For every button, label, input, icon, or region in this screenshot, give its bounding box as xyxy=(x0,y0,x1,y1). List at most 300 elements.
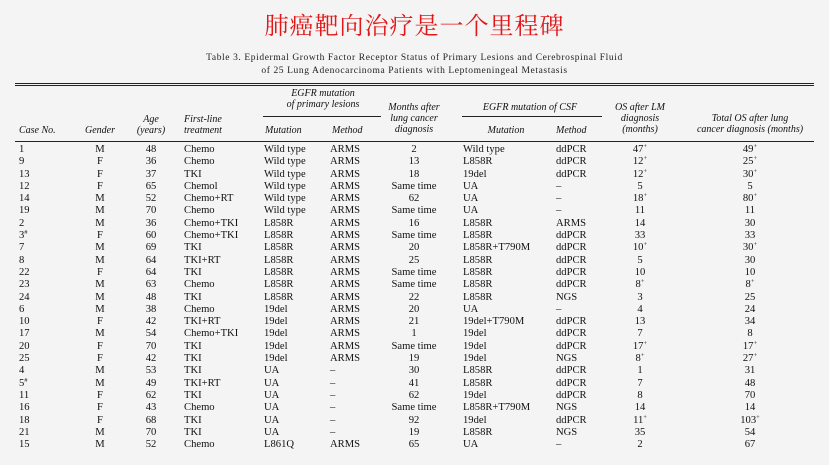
cell-months: Same time xyxy=(391,279,437,291)
cell-primary-mutation: L858R xyxy=(264,291,294,303)
cell-gender: M xyxy=(95,328,105,340)
header-age-2: (years) xyxy=(136,125,166,136)
cell-gender: F xyxy=(97,353,103,365)
cell-primary-method: ARMS xyxy=(330,242,361,254)
cell-treatment: TKI xyxy=(184,242,202,254)
cell-csf-mutation: L858R xyxy=(463,266,493,278)
table-row xyxy=(0,390,829,402)
cell-primary-method: ARMS xyxy=(330,156,361,168)
cell-treatment: Chemo+TKI xyxy=(184,217,239,229)
cell-csf-method: ddPCR xyxy=(556,377,587,389)
cell-os-lm: 47+ xyxy=(632,143,648,155)
cell-treatment: TKI xyxy=(184,353,202,365)
cell-csf-mutation: L858R xyxy=(463,230,493,242)
cell-gender: M xyxy=(95,279,105,291)
cell-primary-mutation: 19del xyxy=(264,316,288,328)
header-csf-mutation: Mutation xyxy=(487,125,525,136)
cell-primary-mutation: 19del xyxy=(264,303,288,315)
cell-os-lm: 33 xyxy=(634,230,646,242)
cell-months: Same time xyxy=(391,230,437,242)
cell-months: 2 xyxy=(411,144,417,155)
cell-primary-mutation: L858R xyxy=(264,230,294,242)
cell-months: 62 xyxy=(408,389,420,401)
cell-primary-method: ARMS xyxy=(330,230,361,242)
cell-os-lm: 3 xyxy=(637,291,643,303)
cell-csf-method: ddPCR xyxy=(556,242,587,254)
cell-months: 92 xyxy=(408,414,420,426)
header-csf-method: Method xyxy=(556,125,587,136)
cell-csf-mutation: L858R+T790M xyxy=(463,402,531,414)
slide-title: 肺癌靶向治疗是一个里程碑 xyxy=(264,12,565,40)
cell-total-os: 70 xyxy=(744,389,756,401)
cell-gender: M xyxy=(95,365,105,377)
cell-case-no: 14 xyxy=(19,193,30,205)
cell-case-no: 8 xyxy=(19,254,25,266)
cell-case-no: 12 xyxy=(19,180,30,192)
cell-csf-mutation: 19del xyxy=(463,353,487,365)
cell-gender: F xyxy=(97,340,103,352)
cell-total-os: 25+ xyxy=(742,155,758,168)
cell-csf-mutation: L858R xyxy=(463,254,493,266)
cell-total-os: 5 xyxy=(747,180,753,192)
cell-os-lm: 12+ xyxy=(632,167,648,180)
cell-age: 48 xyxy=(145,144,157,155)
header-months-3: diagnosis xyxy=(394,124,434,135)
cell-case-no: 16 xyxy=(19,402,30,414)
cell-age: 70 xyxy=(145,426,157,438)
cell-total-os: 30+ xyxy=(742,167,758,180)
cell-primary-mutation: Wild type xyxy=(264,180,306,192)
cell-csf-mutation: L858R xyxy=(463,426,493,438)
cell-gender: F xyxy=(97,180,103,192)
cell-treatment: TKI xyxy=(184,389,202,401)
header-treatment-2: treatment xyxy=(184,125,222,136)
table-row xyxy=(0,205,829,217)
cell-primary-mutation: Wild type xyxy=(264,193,306,205)
cell-csf-method: ddPCR xyxy=(556,144,587,155)
cell-gender: M xyxy=(95,426,105,438)
cell-case-no: 10 xyxy=(19,316,30,328)
header-case-no: Case No. xyxy=(19,125,56,136)
cell-csf-method: ARMS xyxy=(556,217,587,229)
cell-csf-mutation: L858R xyxy=(463,377,493,389)
cell-csf-mutation: L858R xyxy=(463,156,493,168)
table-row xyxy=(0,181,829,193)
cell-primary-mutation: UA xyxy=(264,365,280,377)
table-row xyxy=(0,304,829,316)
cell-treatment: Chemo xyxy=(184,205,215,217)
cell-csf-method: ddPCR xyxy=(556,414,587,426)
cell-csf-mutation: L858R xyxy=(463,279,493,291)
cell-os-lm: 8+ xyxy=(635,278,645,291)
cell-treatment: TKI xyxy=(184,426,202,438)
cell-csf-mutation: UA xyxy=(463,193,479,205)
cell-csf-method: NGS xyxy=(556,353,578,365)
table-row xyxy=(0,378,829,390)
header-gender: Gender xyxy=(85,125,115,136)
cell-os-lm: 8 xyxy=(637,389,643,401)
cell-months: 25 xyxy=(408,254,420,266)
table-row xyxy=(0,415,829,427)
cell-age: 53 xyxy=(145,365,157,377)
cell-months: 18 xyxy=(408,168,420,180)
cell-csf-mutation: UA xyxy=(463,180,479,192)
cell-total-os: 17+ xyxy=(742,339,758,352)
cell-csf-mutation: UA xyxy=(463,303,479,315)
cell-primary-method: – xyxy=(330,389,336,401)
cell-total-os: 24 xyxy=(744,303,756,315)
cell-treatment: Chemo xyxy=(184,402,215,414)
cell-case-no: 3# xyxy=(19,229,28,242)
cell-case-no: 15 xyxy=(19,439,30,451)
cell-primary-method: – xyxy=(330,402,336,414)
cell-primary-mutation: Wild type xyxy=(264,156,306,168)
cell-primary-method: ARMS xyxy=(330,316,361,328)
cell-csf-mutation: 19del xyxy=(463,340,487,352)
cell-case-no: 5# xyxy=(19,376,28,389)
cell-gender: M xyxy=(95,291,105,303)
table-row xyxy=(0,242,829,254)
table-row xyxy=(0,402,829,414)
cell-age: 69 xyxy=(145,242,157,254)
cell-primary-method: ARMS xyxy=(330,279,361,291)
header-primary-group-1: EGFR mutation xyxy=(291,88,355,99)
cell-gender: M xyxy=(95,439,105,451)
cell-months: 22 xyxy=(408,291,420,303)
cell-csf-mutation: 19del xyxy=(463,389,487,401)
table-row xyxy=(0,316,829,328)
cell-months: Same time xyxy=(391,205,437,217)
cell-os-lm: 4 xyxy=(637,303,643,315)
table-row xyxy=(0,267,829,279)
table-row xyxy=(0,193,829,205)
header-months-2: lung cancer xyxy=(390,113,438,124)
cell-csf-method: ddPCR xyxy=(556,279,587,291)
cell-primary-method: ARMS xyxy=(330,266,361,278)
cell-age: 36 xyxy=(145,156,157,168)
cell-age: 64 xyxy=(145,254,157,266)
cell-treatment: Chemol xyxy=(184,180,218,192)
table-row xyxy=(0,292,829,304)
table-row xyxy=(0,156,829,168)
cell-os-lm: 10+ xyxy=(632,241,648,254)
header-total-2: cancer diagnosis (months) xyxy=(696,124,804,135)
table-body xyxy=(0,144,829,451)
cell-case-no: 23 xyxy=(19,279,30,291)
cell-primary-mutation: UA xyxy=(264,402,280,414)
cell-csf-mutation: L858R xyxy=(463,365,493,377)
cell-age: 65 xyxy=(145,180,157,192)
cell-gender: F xyxy=(97,230,103,242)
cell-case-no: 20 xyxy=(19,340,30,352)
cell-months: Same time xyxy=(391,340,437,352)
cell-case-no: 18 xyxy=(19,414,30,426)
cell-csf-method: – xyxy=(556,180,562,192)
cell-gender: M xyxy=(95,254,105,266)
cell-primary-mutation: 19del xyxy=(264,353,288,365)
table-row xyxy=(0,365,829,377)
table-caption-line1: Table 3. Epidermal Growth Factor Receptor Status of Primary Lesions and Cerebrospinal Fluid xyxy=(206,53,623,63)
cell-gender: F xyxy=(97,266,103,278)
cell-months: 16 xyxy=(408,217,420,229)
cell-primary-mutation: 19del xyxy=(264,340,288,352)
cell-os-lm: 13 xyxy=(634,316,646,328)
table-row xyxy=(0,230,829,242)
cell-csf-method: – xyxy=(556,193,562,205)
cell-primary-method: ARMS xyxy=(330,193,361,205)
cell-csf-mutation: UA xyxy=(463,439,479,451)
cell-os-lm: 11 xyxy=(634,205,646,217)
cell-months: 20 xyxy=(408,303,420,315)
cell-months: 1 xyxy=(411,328,417,340)
cell-age: 70 xyxy=(145,340,157,352)
cell-csf-method: NGS xyxy=(556,426,578,438)
cell-gender: M xyxy=(95,303,105,315)
cell-os-lm: 11+ xyxy=(633,413,647,426)
cell-gender: F xyxy=(97,414,103,426)
cell-treatment: TKI xyxy=(184,365,202,377)
cell-primary-mutation: Wild type xyxy=(264,168,306,180)
table-header xyxy=(0,85,829,143)
cell-case-no: 1 xyxy=(19,144,25,155)
header-os-2: diagnosis xyxy=(620,113,660,124)
cell-os-lm: 2 xyxy=(637,439,643,451)
cell-treatment: Chemo xyxy=(184,144,215,155)
cell-primary-mutation: 19del xyxy=(264,328,288,340)
cell-os-lm: 12+ xyxy=(632,155,648,168)
table-row xyxy=(0,279,829,291)
cell-case-no: 19 xyxy=(19,205,30,217)
cell-total-os: 54 xyxy=(744,426,756,438)
cell-gender: F xyxy=(97,402,103,414)
cell-age: 68 xyxy=(145,414,157,426)
cell-total-os: 8 xyxy=(747,328,753,340)
cell-months: 20 xyxy=(408,242,420,254)
cell-months: 21 xyxy=(408,316,420,328)
table-row xyxy=(0,353,829,365)
cell-total-os: 49+ xyxy=(742,143,758,155)
cell-primary-method: ARMS xyxy=(330,217,361,229)
cell-primary-mutation: L858R xyxy=(264,254,294,266)
cell-csf-mutation: L858R xyxy=(463,291,493,303)
cell-treatment: TKI+RT xyxy=(184,254,221,266)
cell-treatment: TKI xyxy=(184,266,202,278)
table-top-rule xyxy=(15,83,814,84)
cell-age: 52 xyxy=(145,193,157,205)
cell-age: 42 xyxy=(145,353,157,365)
cell-os-lm: 1 xyxy=(637,365,643,377)
cell-total-os: 33 xyxy=(744,230,756,242)
cell-primary-mutation: L861Q xyxy=(264,439,295,451)
cell-case-no: 9 xyxy=(19,156,25,168)
cell-primary-method: – xyxy=(330,365,336,377)
cell-total-os: 80+ xyxy=(742,192,758,205)
cell-age: 64 xyxy=(145,266,157,278)
cell-total-os: 25 xyxy=(744,291,756,303)
cell-treatment: TKI xyxy=(184,291,202,303)
cell-primary-method: ARMS xyxy=(330,328,361,340)
cell-primary-method: ARMS xyxy=(330,303,361,315)
cell-csf-mutation: 19del+T790M xyxy=(463,316,525,328)
header-csf-group: EGFR mutation of CSF xyxy=(482,102,578,113)
cell-csf-mutation: UA xyxy=(463,205,479,217)
cell-csf-method: – xyxy=(556,439,562,451)
header-os-3: (months) xyxy=(622,124,658,135)
table-row xyxy=(0,341,829,353)
cell-csf-method: NGS xyxy=(556,291,578,303)
cell-primary-method: ARMS xyxy=(330,439,361,451)
cell-csf-mutation: 19del xyxy=(463,168,487,180)
cell-age: 37 xyxy=(145,168,157,180)
header-method: Method xyxy=(332,125,363,136)
cell-treatment: Chemo+RT xyxy=(184,193,234,205)
cell-treatment: TKI xyxy=(184,414,202,426)
cell-treatment: Chemo+TKI xyxy=(184,230,239,242)
cell-months: 65 xyxy=(408,439,420,451)
cell-total-os: 34 xyxy=(744,316,756,328)
cell-case-no: 13 xyxy=(19,168,30,180)
cell-case-no: 4 xyxy=(19,365,25,377)
cell-treatment: TKI xyxy=(184,340,202,352)
header-primary-group-2: of primary lesions xyxy=(286,99,360,110)
cell-age: 54 xyxy=(145,328,157,340)
cell-primary-mutation: UA xyxy=(264,389,280,401)
cell-age: 38 xyxy=(145,303,157,315)
header-mutation: Mutation xyxy=(265,125,302,136)
cell-primary-method: ARMS xyxy=(330,205,361,217)
cell-gender: F xyxy=(97,316,103,328)
header-treatment-1: First-line xyxy=(184,114,222,125)
cell-os-lm: 8+ xyxy=(635,352,645,365)
cell-total-os: 30 xyxy=(744,217,756,229)
cell-gender: F xyxy=(97,156,103,168)
cell-primary-method: ARMS xyxy=(330,254,361,266)
header-primary-subrule xyxy=(263,116,381,117)
cell-csf-method: ddPCR xyxy=(556,316,587,328)
cell-os-lm: 18+ xyxy=(632,192,648,205)
cell-csf-method: NGS xyxy=(556,402,578,414)
cell-gender: M xyxy=(95,377,105,389)
cell-case-no: 21 xyxy=(19,426,30,438)
cell-case-no: 7 xyxy=(19,242,25,254)
cell-primary-mutation: UA xyxy=(264,377,280,389)
cell-case-no: 6 xyxy=(19,303,25,315)
cell-os-lm: 5 xyxy=(637,180,643,192)
header-age-1: Age xyxy=(143,114,159,125)
cell-csf-method: ddPCR xyxy=(556,340,587,352)
cell-csf-method: ddPCR xyxy=(556,254,587,266)
cell-csf-mutation: 19del xyxy=(463,328,487,340)
cell-treatment: Chemo xyxy=(184,156,215,168)
cell-months: 62 xyxy=(408,193,420,205)
header-csf-subrule xyxy=(462,116,602,117)
cell-total-os: 30+ xyxy=(742,241,758,254)
cell-treatment: TKI+RT xyxy=(184,377,221,389)
table-row xyxy=(0,255,829,267)
cell-gender: M xyxy=(95,242,105,254)
cell-age: 70 xyxy=(145,205,157,217)
cell-os-lm: 10 xyxy=(634,266,646,278)
cell-months: Same time xyxy=(391,402,437,414)
cell-case-no: 2 xyxy=(19,217,25,229)
cell-primary-mutation: UA xyxy=(264,426,280,438)
cell-primary-method: – xyxy=(330,426,336,438)
cell-primary-method: ARMS xyxy=(330,144,361,155)
table-row xyxy=(0,218,829,230)
cell-primary-method: ARMS xyxy=(330,168,361,180)
cell-os-lm: 7 xyxy=(637,377,643,389)
table-header-rule xyxy=(15,141,814,142)
cell-case-no: 22 xyxy=(19,266,30,278)
cell-months: Same time xyxy=(391,180,437,192)
cell-case-no: 24 xyxy=(19,291,30,303)
cell-os-lm: 17+ xyxy=(632,339,648,352)
cell-age: 36 xyxy=(145,217,157,229)
cell-csf-method: ddPCR xyxy=(556,230,587,242)
cell-primary-method: ARMS xyxy=(330,180,361,192)
cell-primary-mutation: UA xyxy=(264,414,280,426)
cell-total-os: 8+ xyxy=(745,278,755,291)
cell-case-no: 17 xyxy=(19,328,30,340)
cell-treatment: TKI+RT xyxy=(184,316,221,328)
cell-primary-mutation: Wild type xyxy=(264,144,306,155)
cell-total-os: 31 xyxy=(744,365,756,377)
cell-total-os: 10 xyxy=(744,266,756,278)
cell-treatment: Chemo xyxy=(184,279,215,291)
cell-os-lm: 14 xyxy=(634,217,646,229)
cell-total-os: 11 xyxy=(744,205,756,217)
cell-primary-mutation: L858R xyxy=(264,217,294,229)
cell-primary-method: ARMS xyxy=(330,340,361,352)
table-caption-line2: of 25 Lung Adenocarcinoma Patients with Leptomeningeal Metastasis xyxy=(261,66,568,76)
cell-case-no: 25 xyxy=(19,353,30,365)
cell-os-lm: 5 xyxy=(637,254,643,266)
cell-csf-method: ddPCR xyxy=(556,266,587,278)
table-row xyxy=(0,427,829,439)
header-months-1: Months after xyxy=(388,102,440,113)
cell-months: 19 xyxy=(408,353,420,365)
cell-primary-method: – xyxy=(330,377,336,389)
cell-total-os: 67 xyxy=(744,439,756,451)
cell-gender: F xyxy=(97,389,103,401)
cell-gender: F xyxy=(97,168,103,180)
cell-total-os: 14 xyxy=(744,402,756,414)
cell-csf-method: – xyxy=(556,303,562,315)
cell-gender: M xyxy=(95,144,105,155)
table-row xyxy=(0,169,829,181)
cell-csf-method: ddPCR xyxy=(556,156,587,168)
cell-primary-method: – xyxy=(330,414,336,426)
cell-primary-mutation: L858R xyxy=(264,242,294,254)
cell-treatment: Chemo xyxy=(184,303,215,315)
cell-age: 49 xyxy=(145,377,157,389)
header-os-1: OS after LM xyxy=(615,102,665,113)
cell-gender: M xyxy=(95,193,105,205)
cell-age: 42 xyxy=(145,316,157,328)
cell-age: 48 xyxy=(145,291,157,303)
cell-age: 63 xyxy=(145,279,157,291)
cell-primary-mutation: Wild type xyxy=(264,205,306,217)
cell-csf-method: ddPCR xyxy=(556,168,587,180)
cell-total-os: 30 xyxy=(744,254,756,266)
cell-primary-method: ARMS xyxy=(330,353,361,365)
cell-months: 41 xyxy=(408,377,420,389)
cell-months: 13 xyxy=(408,156,420,168)
cell-primary-method: ARMS xyxy=(330,291,361,303)
header-total-1: Total OS after lung xyxy=(711,113,789,124)
cell-age: 52 xyxy=(145,439,157,451)
table-row xyxy=(0,439,829,451)
